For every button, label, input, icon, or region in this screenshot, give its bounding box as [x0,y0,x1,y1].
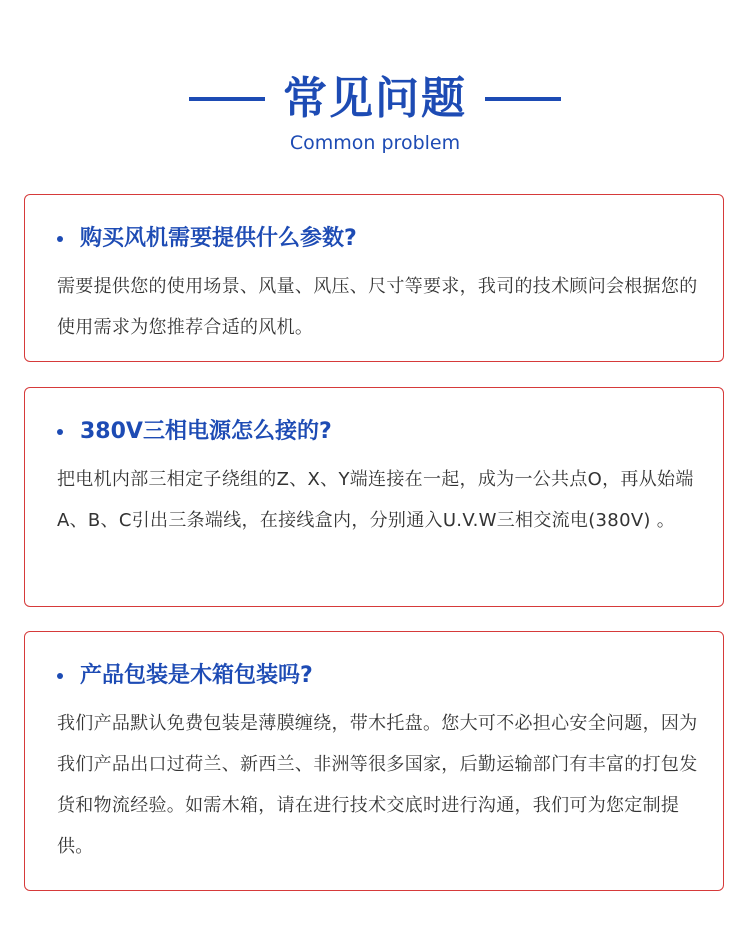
faq-question: 380V三相电源怎么接的? [80,419,332,444]
faq-question: 购买风机需要提供什么参数? [80,226,357,251]
page-subtitle: Common problem [289,132,461,154]
bullet-dot-icon [57,236,63,242]
title-line-right [485,97,561,101]
faq-card-2 [24,387,724,607]
faq-question-row [57,223,357,255]
faq-card-3 [24,631,724,891]
title-line-left [189,97,265,101]
faq-question-row [57,660,313,692]
faq-answer: 需要提供您的使用场景、风量、风压、尺寸等要求，我司的技术顾问会根据您的使用需求为您推荐合适的风机。 [57,276,698,338]
bullet-dot-icon [57,673,63,679]
faq-question-row [57,416,332,448]
page-header [0,0,750,180]
faq-answer: 把电机内部三相定子绕组的Z、X、Y端连接在一起，成为一公共点O，再从始端A、B、C引出三条端线，在接线盒内，分别通入U.V.W三相交流电(380V) 。 [57,469,694,531]
faq-card-1 [24,194,724,362]
bullet-dot-icon [57,429,63,435]
faq-question: 产品包装是木箱包装吗? [80,663,313,688]
page-title: 常见问题 [283,73,467,124]
title-row [0,68,750,130]
faq-answer: 我们产品默认免费包装是薄膜缠绕，带木托盘。您大可不必担心安全问题，因为我们产品出口过荷兰、新西兰、非洲等很多国家，后勤运输部门有丰富的打包发货和物流经验。如需木箱，请在进行技术交底时进行沟通，我们可为您定制提供。 [57,713,698,857]
